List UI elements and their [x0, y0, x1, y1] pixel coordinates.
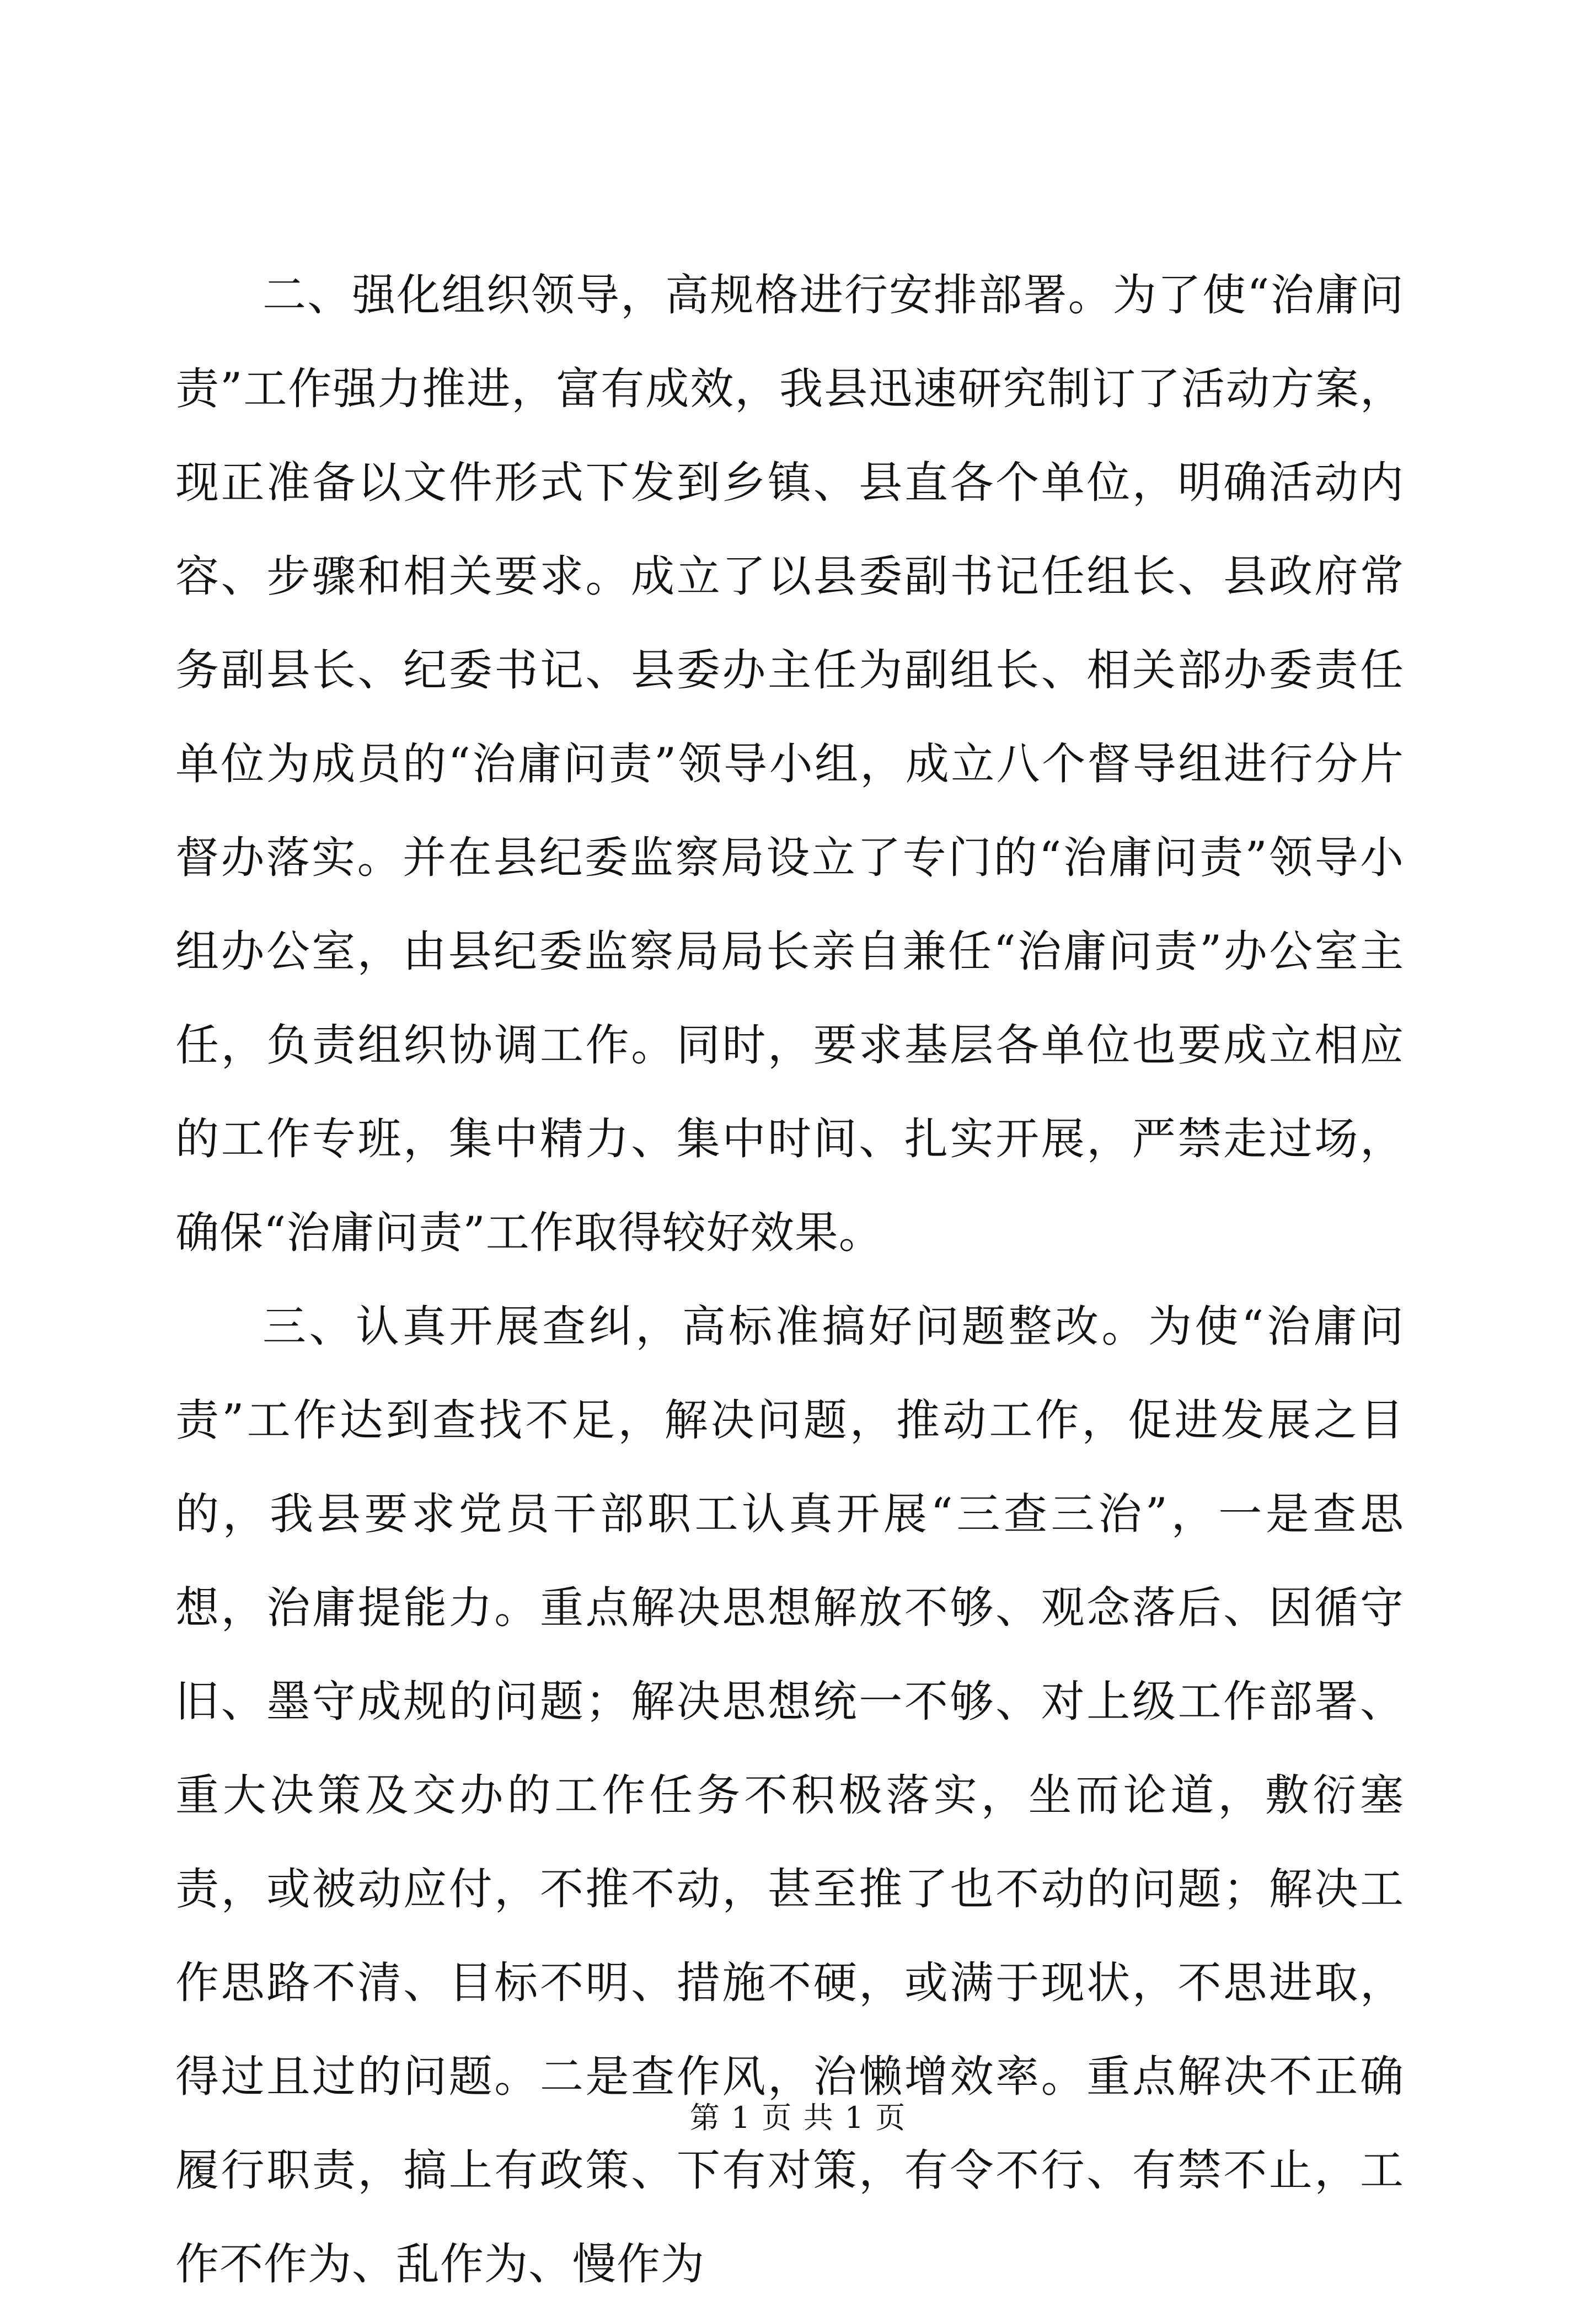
- document-body: [175, 248, 1404, 2311]
- paragraph-2: 二、强化组织领导，高规格进行安排部署。为了使“治庸问责”工作强力推进，富有成效，我县迅速研究制订了活动方案，现正准备以文件形式下发到乡镇、县直各个单位，明确活动内容、步骤和相关要求。成立了以县委副书记任组长、县政府常务副县长、纪委书记、县委办主任为副组长、相关部办委责任单位为成员的“治庸问责”领导小组，成立八个督导组进行分片督办落实。并在县纪委监察局设立了专门的“治庸问责”领导小组办公室，由县纪委监察局局长亲自兼任“治庸问责”办公室主任，负责组织协调工作。同时，要求基层各单位也要成立相应的工作专班，集中精力、集中时间、扎实开展，严禁走过场，确保“治庸问责”工作取得较好效果。: [175, 270, 1404, 1258]
- paragraph-3: 三、认真开展查纠，高标准搞好问题整改。为使“治庸问责”工作达到查找不足，解决问题，推动工作，促进发展之目的，我县要求党员干部职工认真开展“三查三治”，一是查思想，治庸提能力。重点解决思想解放不够、观念落后、因循守旧、墨守成规的问题；解决思想统一不够、对上级工作部署、重大决策及交办的工作任务不积极落实，坐而论道，敷衍塞责，或被动应付，不推不动，甚至推了也不动的问题；解决工作思路不清、目标不明、措施不硬，或满于现状，不思进取，得过且过的问题。二是查作风，治懒增效率。重点解决不正确履行职责，搞上有政策、下有对策，有令不行、有禁不止，工作不作为、乱作为、慢作为: [175, 1301, 1404, 2289]
- page-footer: 第 1 页 共 1 页: [689, 2100, 907, 2135]
